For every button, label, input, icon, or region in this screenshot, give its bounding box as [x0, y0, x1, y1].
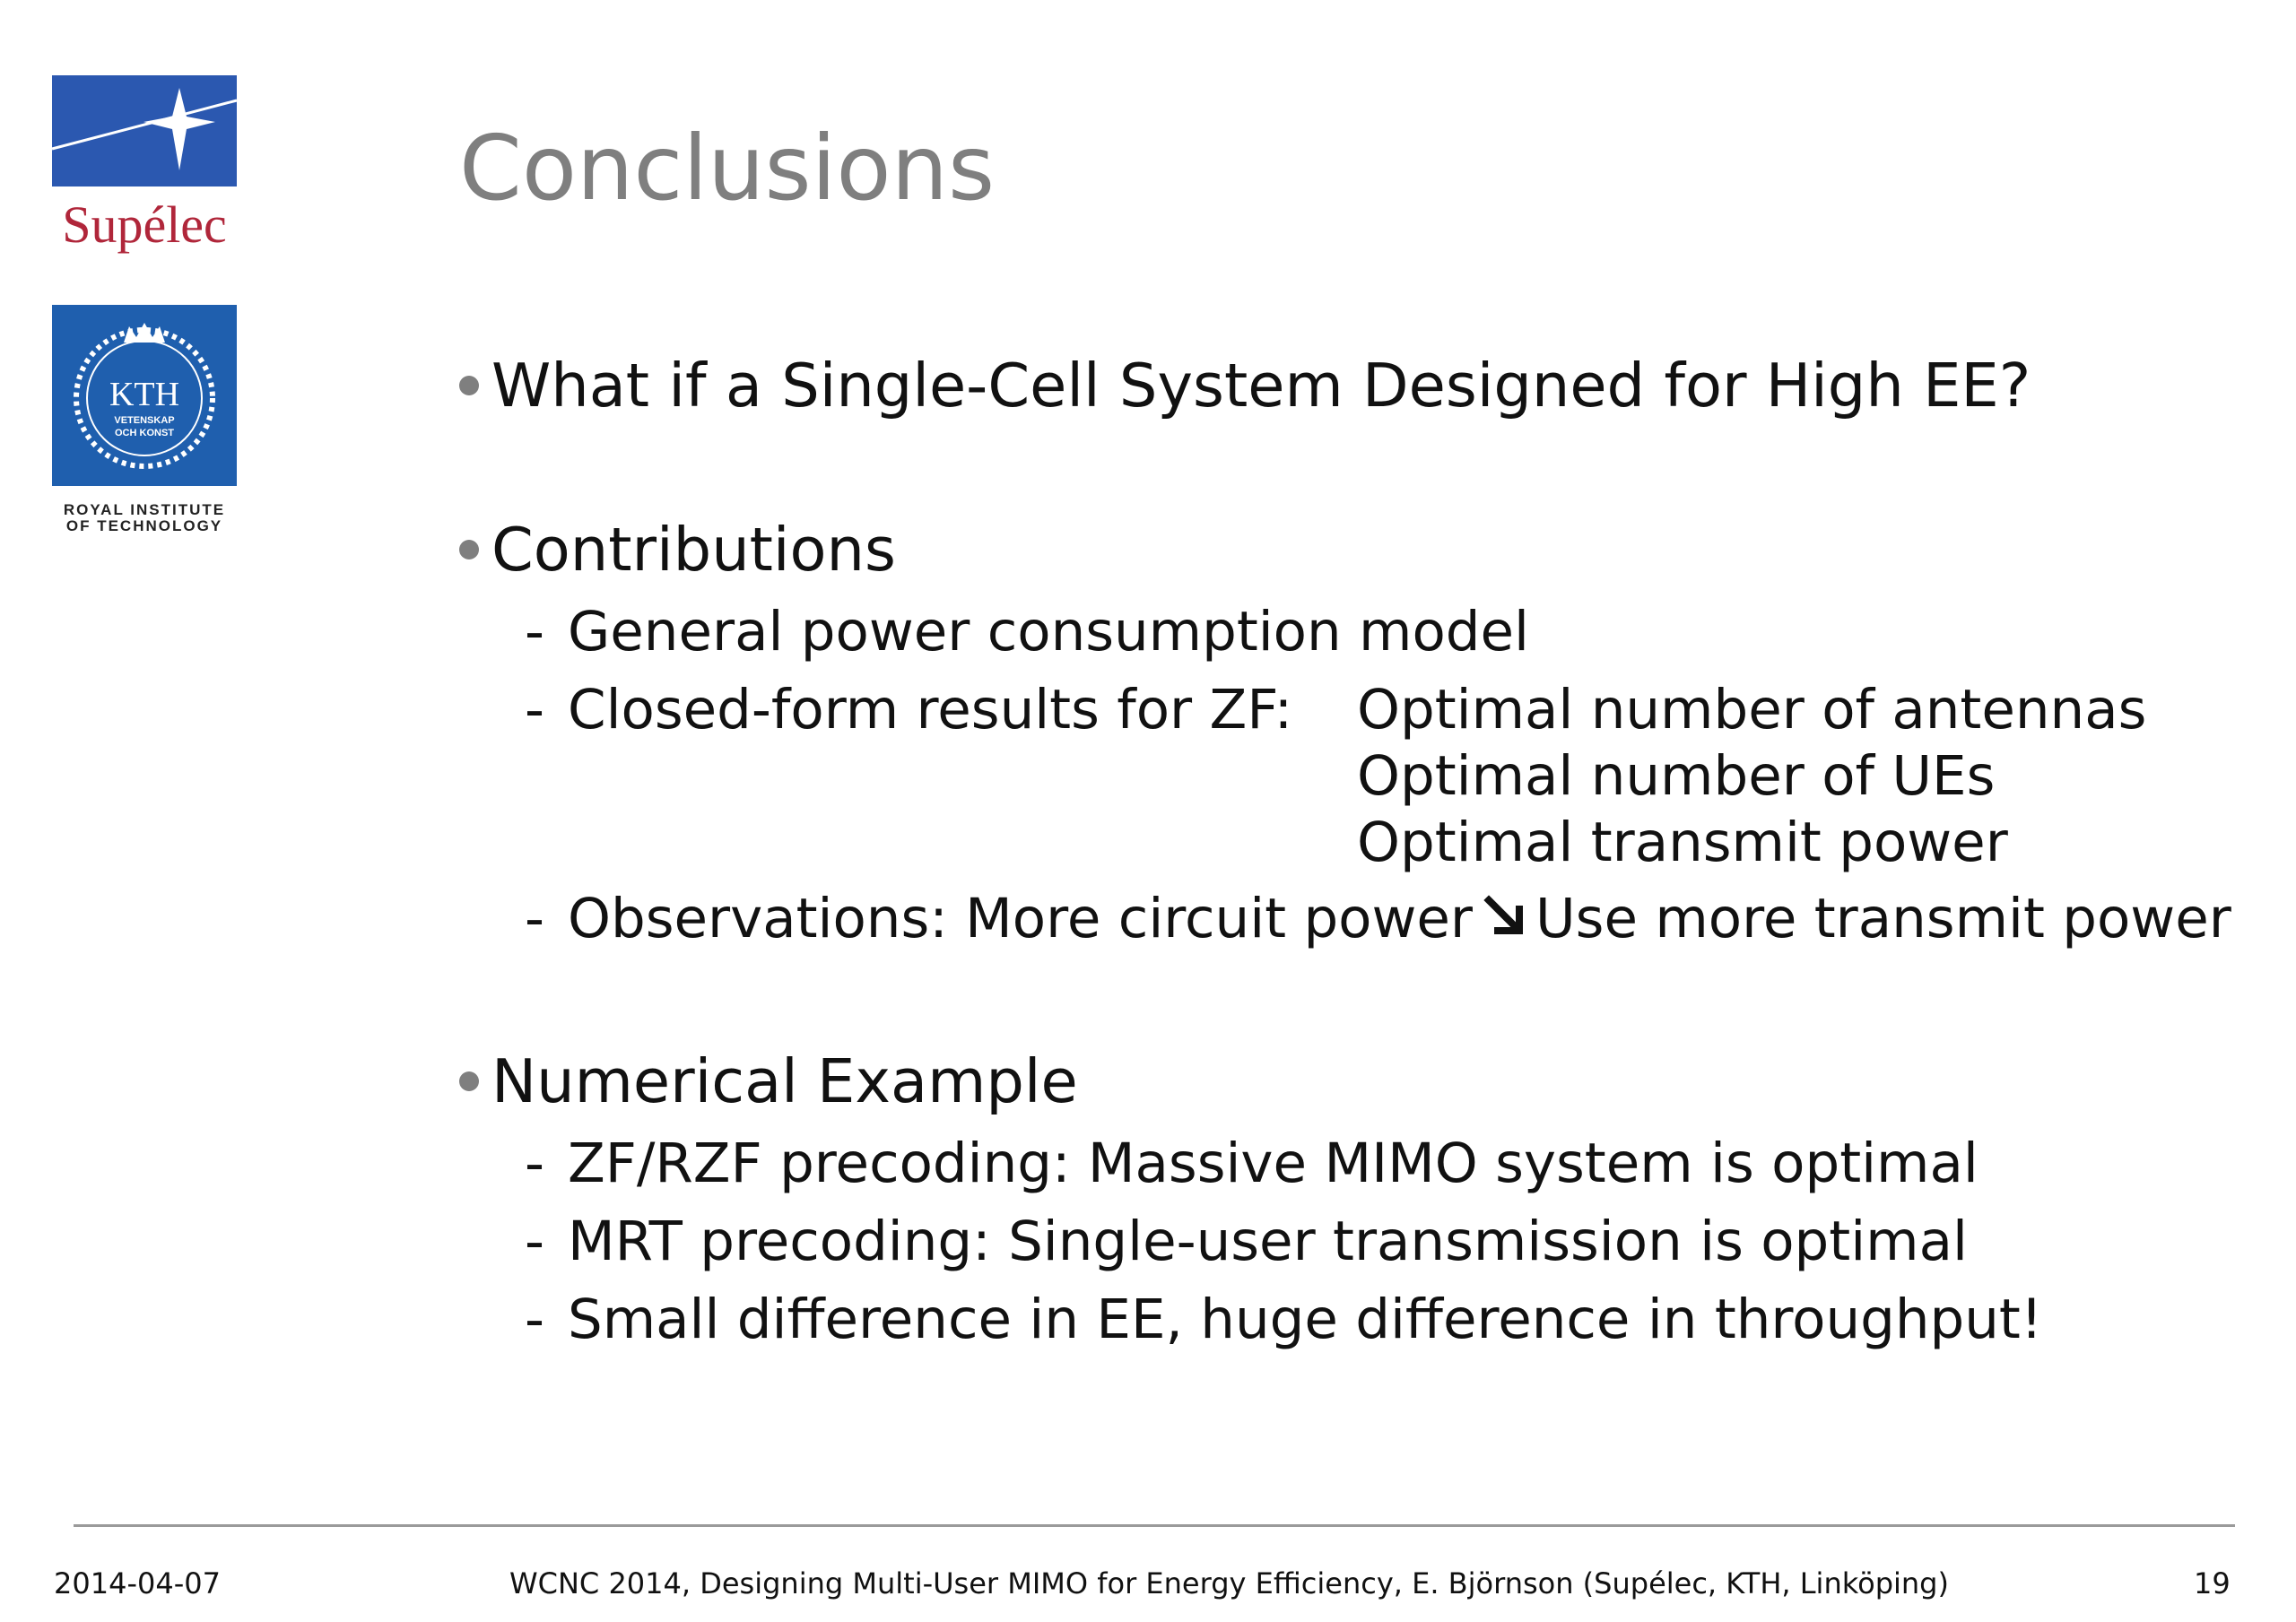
- sub-bullet-item: [525, 886, 2231, 955]
- sub-bullet-text: ZF/RZF precoding: Massive MIMO system is optimal: [568, 1132, 1979, 1195]
- kth-ring-line2: OCH KONST: [115, 428, 174, 438]
- supelec-logo-square: [52, 75, 237, 186]
- bullet-dot-icon: [459, 540, 479, 559]
- sub-bullet-text: General power consumption model: [568, 600, 1529, 664]
- arrow-down-right-icon: [1483, 885, 1525, 951]
- sub-bullet-item: [525, 677, 1292, 743]
- footer-divider: [74, 1524, 2235, 1527]
- detail-line: Optimal number of antennas: [1357, 678, 2147, 742]
- sub-bullet-text: Closed-form results for ZF:: [568, 678, 1293, 742]
- bullet-text: What if a Single-Cell System Designed for High EE?: [491, 351, 2031, 421]
- bullet-item: [459, 514, 896, 585]
- kth-logo-text: KTH: [109, 376, 180, 413]
- kth-caption-line1: ROYAL INSTITUTE: [63, 501, 226, 518]
- supelec-logo-text: Supélec: [62, 195, 227, 254]
- detail-line: Optimal number of UEs: [1357, 744, 1996, 808]
- sub-bullet-dash: -: [525, 678, 545, 742]
- bullet-dot-icon: [459, 1071, 479, 1091]
- supelec-logo: [45, 70, 244, 262]
- slide-title: Conclusions: [459, 116, 996, 221]
- footer-date: 2014-04-07: [54, 1566, 221, 1600]
- footer-citation: WCNC 2014, Designing Multi-User MIMO for Energy Efficiency, E. Björnson (Supélec, KTH, Linköping): [509, 1566, 1949, 1600]
- sub-bullet-dash: -: [525, 1288, 545, 1351]
- sub-bullet-dash: -: [525, 600, 545, 664]
- sub-bullet-text: Small difference in EE, huge difference in throughput!: [568, 1288, 2043, 1351]
- sub-bullet-dash: -: [525, 1210, 545, 1273]
- bullet-text: Contributions: [491, 515, 896, 585]
- kth-caption-line2: OF TECHNOLOGY: [65, 517, 223, 534]
- detail-line: Optimal transmit power: [1357, 811, 2008, 874]
- kth-logo: [52, 305, 239, 538]
- sub-bullet-text: MRT precoding: Single-user transmission is optimal: [568, 1210, 1968, 1273]
- sub-bullet-dash: -: [525, 887, 545, 950]
- sub-bullet-item: [525, 1287, 2042, 1353]
- bullet-text: Numerical Example: [491, 1046, 1078, 1116]
- sub-bullet-text: Observations: More circuit power: [568, 887, 1474, 950]
- bullet-item: [459, 350, 2031, 421]
- bullet-item: [459, 1045, 1078, 1117]
- bullet-dot-icon: [459, 376, 479, 395]
- sub-bullet-text-after: Use more transmit power: [1535, 887, 2231, 950]
- sub-bullet-item: [525, 1209, 1968, 1275]
- sub-bullet-dash: -: [525, 1132, 545, 1195]
- sub-bullet-item: [525, 599, 1529, 665]
- sub-bullet-item: [525, 1131, 1979, 1197]
- kth-ring-line1: VETENSKAP: [114, 415, 175, 426]
- page-number: 19: [2194, 1566, 2231, 1600]
